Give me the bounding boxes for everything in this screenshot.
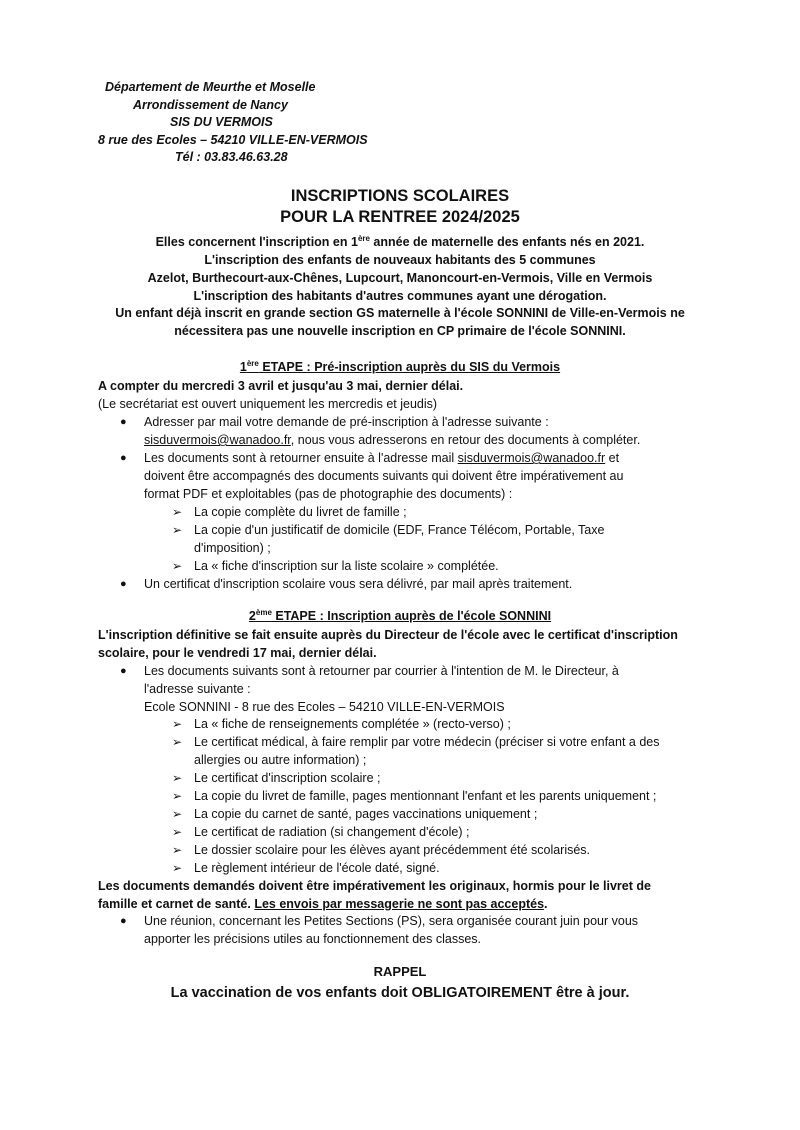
intro-line-3: Azelot, Burthecourt-aux-Chênes, Lupcourt, Manoncourt-en-Vermois, Ville en Vermois xyxy=(147,271,653,285)
bullet-icon: ● xyxy=(120,452,127,464)
step1-bullet2-line1: Les documents sont à retourner ensuite à l'adresse mail sisduvermois@wanadoo.fr et xyxy=(144,451,620,465)
intro-line-2: L'inscription des enfants de nouveaux habitants des 5 communes xyxy=(204,253,596,267)
step1-bullet1-line1: Adresser par mail votre demande de pré-inscription à l'adresse suivante : xyxy=(144,415,549,429)
step2-bullet1-line2: l'adresse suivante : xyxy=(144,682,251,696)
step2-sub2-line1: Le certificat médical, à faire remplir par votre médecin (préciser si votre enfant a des xyxy=(194,735,660,749)
arrow-icon: ➢ xyxy=(172,825,183,839)
rappel-text: La vaccination de vos enfants doit OBLIGATOIREMENT être à jour. xyxy=(170,985,630,1001)
step2-sub1: La « fiche de renseignements complétée » (recto-verso) ; xyxy=(194,717,511,731)
bullet-icon: ● xyxy=(120,915,127,927)
step1-bullet2-line2: doivent être accompagnés des documents suivants qui doivent être impérativement au xyxy=(144,469,624,483)
intro-line-5: Un enfant déjà inscrit en grande section GS maternelle à l'école SONNINI de Ville-en-Vermois ne xyxy=(115,306,685,320)
rappel-title: RAPPEL xyxy=(373,964,427,979)
step2-sub5: La copie du carnet de santé, pages vaccinations uniquement ; xyxy=(194,807,538,821)
step2-sub3: Le certificat d'inscription scolaire ; xyxy=(194,771,381,785)
step1-bullet1-line2: sisduvermois@wanadoo.fr, nous vous adresserons en retour des documents à compléter. xyxy=(144,433,641,447)
arrow-icon: ➢ xyxy=(172,717,183,731)
step2-warning-line2: famille et carnet de santé. Les envois par messagerie ne sont pas acceptés. xyxy=(98,897,548,911)
step1-bullet2-line3: format PDF et exploitables (pas de photographie des documents) : xyxy=(144,487,513,501)
step2-warning-line1: Les documents demandés doivent être impérativement les originaux, hormis pour le livret de xyxy=(98,879,651,893)
arrow-icon: ➢ xyxy=(172,505,183,519)
step2-heading: 2ème ETAPE : Inscription auprès de l'école SONNINI xyxy=(248,607,552,623)
arrow-icon: ➢ xyxy=(172,523,183,537)
arrow-icon: ➢ xyxy=(172,843,183,857)
bullet-icon: ● xyxy=(120,578,127,590)
step1-heading: 1ère ETAPE : Pré-inscription auprès du SIS du Vermois xyxy=(239,358,561,374)
step2-bullet2-line1: Une réunion, concernant les Petites Sections (PS), sera organisée courant juin pour vous xyxy=(144,914,639,928)
step1-sub2-line1: La copie d'un justificatif de domicile (EDF, France Télécom, Portable, Taxe xyxy=(194,523,605,537)
step2-sub2-line2: allergies ou autre information) ; xyxy=(194,753,367,767)
step1-bullet3: Un certificat d'inscription scolaire vous sera délivré, par mail après traitement. xyxy=(144,577,573,591)
intro-line-1: Elles concernent l'inscription en 1ère année de maternelle des enfants nés en 2021. xyxy=(155,233,645,249)
header-arrondissement: Arrondissement de Nancy xyxy=(133,98,288,112)
header-address: 8 rue des Ecoles – 54210 VILLE-EN-VERMOIS xyxy=(98,133,368,147)
email-link[interactable]: sisduvermois@wanadoo.fr xyxy=(144,433,291,447)
step2-sub7: Le dossier scolaire pour les élèves ayant précédemment été scolarisés. xyxy=(194,843,591,857)
arrow-icon: ➢ xyxy=(172,559,183,573)
step1-sub3: La « fiche d'inscription sur la liste scolaire » complétée. xyxy=(194,559,499,573)
step2-address: Ecole SONNINI - 8 rue des Ecoles – 54210 VILLE-EN-VERMOIS xyxy=(144,700,505,714)
intro-line-4: L'inscription des habitants d'autres communes ayant une dérogation. xyxy=(193,289,607,303)
step1-note: (Le secrétariat est ouvert uniquement les mercredis et jeudis) xyxy=(98,397,438,411)
step2-para-line1: L'inscription définitive se fait ensuite auprès du Directeur de l'école avec le certificat d'inscription xyxy=(98,628,678,642)
step2-bullet1-line1: Les documents suivants sont à retourner par courrier à l'intention de M. le Directeur, à xyxy=(144,664,619,678)
step1-sub2-line2: d'imposition) ; xyxy=(194,541,271,555)
step2-sub8: Le règlement intérieur de l'école daté, signé. xyxy=(194,861,440,875)
arrow-icon: ➢ xyxy=(172,807,183,821)
intro-line-6: nécessitera pas une nouvelle inscription en CP primaire de l'école SONNINI. xyxy=(174,324,626,338)
header-department: Département de Meurthe et Moselle xyxy=(105,80,316,94)
email-link[interactable]: sisduvermois@wanadoo.fr xyxy=(457,451,606,465)
bullet-icon: ● xyxy=(120,416,127,428)
arrow-icon: ➢ xyxy=(172,861,183,875)
step1-sub1: La copie complète du livret de famille ; xyxy=(194,505,407,519)
bullet-icon: ● xyxy=(120,665,127,677)
step1-dates: A compter du mercredi 3 avril et jusqu'au 3 mai, dernier délai. xyxy=(98,379,464,393)
arrow-icon: ➢ xyxy=(172,771,183,785)
arrow-icon: ➢ xyxy=(172,789,183,803)
title-line-1: INSCRIPTIONS SCOLAIRES xyxy=(290,187,510,205)
title-line-2: POUR LA RENTREE 2024/2025 xyxy=(280,208,520,226)
step2-sub4: La copie du livret de famille, pages mentionnant l'enfant et les parents uniquement ; xyxy=(194,789,657,803)
step2-bullet2-line2: apporter les précisions utiles au fonctionnement des classes. xyxy=(144,932,481,946)
step2-sub6: Le certificat de radiation (si changement d'école) ; xyxy=(194,825,470,839)
step2-para-line2: scolaire, pour le vendredi 17 mai, dernier délai. xyxy=(98,646,377,660)
header-organization: SIS DU VERMOIS xyxy=(170,115,273,129)
header-phone: Tél : 03.83.46.63.28 xyxy=(175,150,288,164)
arrow-icon: ➢ xyxy=(172,735,183,749)
